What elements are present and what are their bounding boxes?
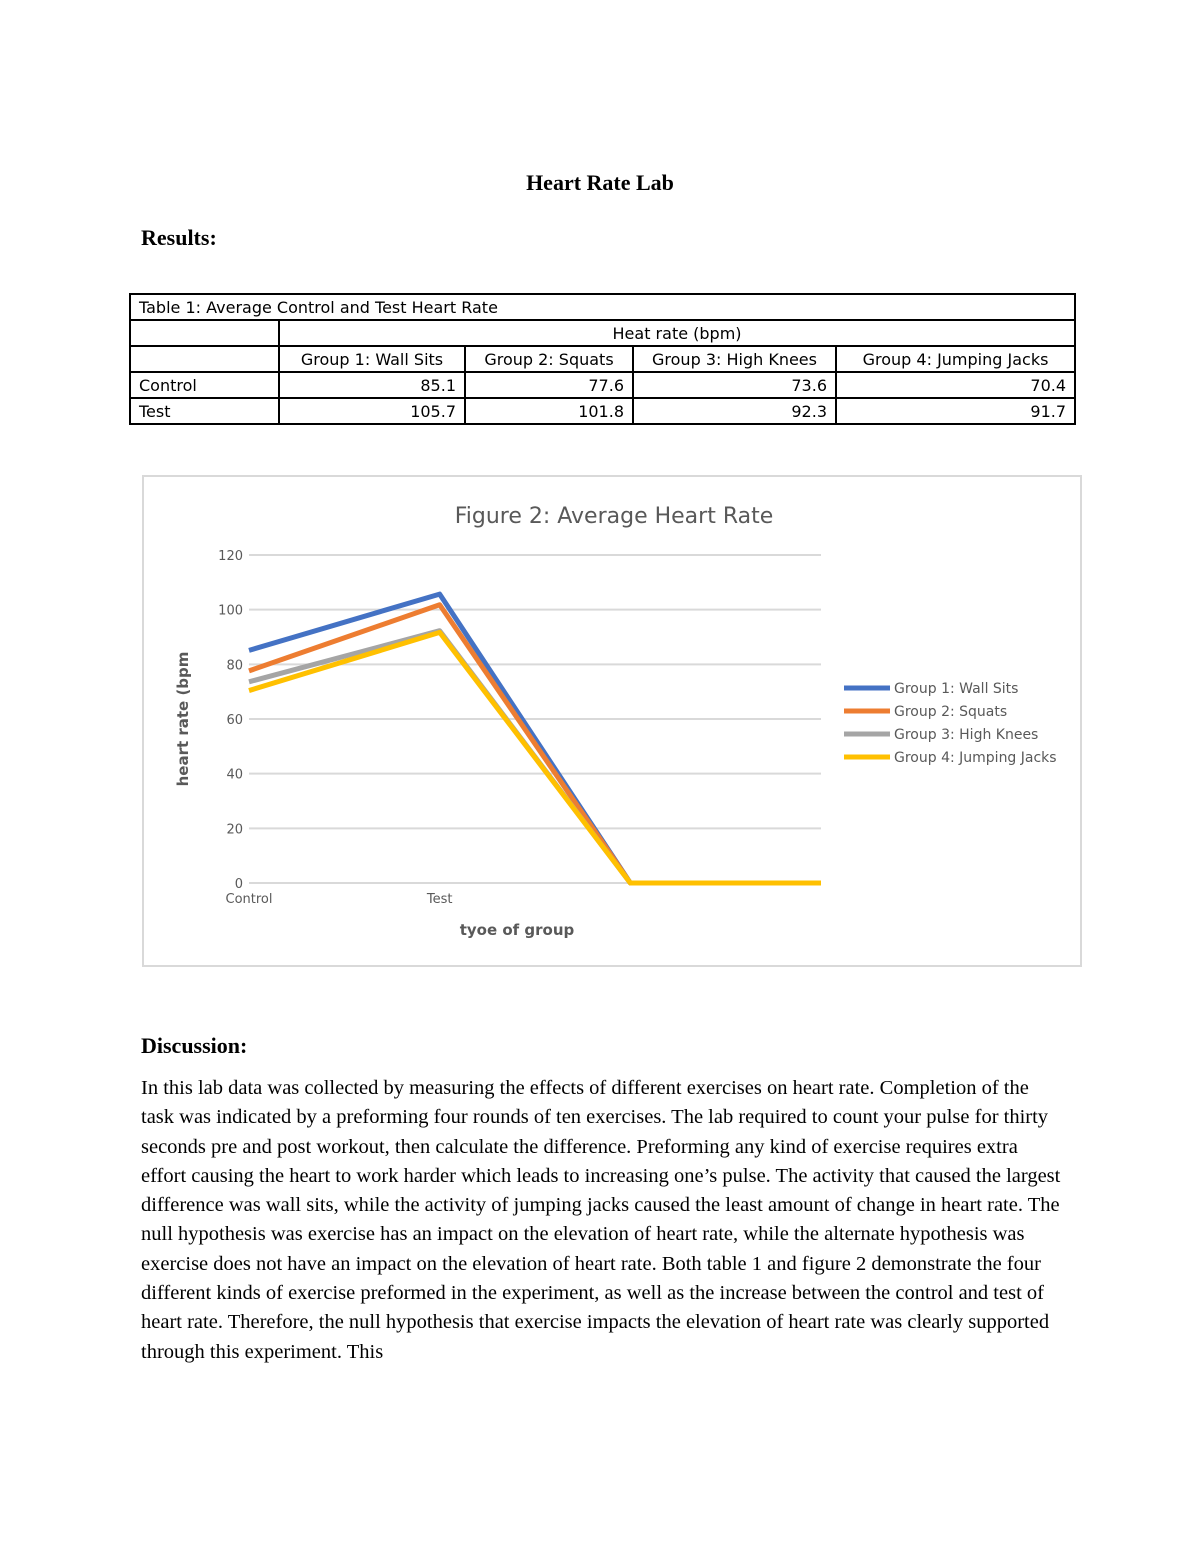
table-group-header-row <box>130 320 1075 346</box>
series-line <box>249 632 821 883</box>
legend-entry: Group 3: High Knees <box>894 727 1039 743</box>
table-cell: 91.7 <box>836 398 1075 424</box>
table-group-header: Heat rate (bpm) <box>279 320 1075 346</box>
row-label: Test <box>130 398 279 424</box>
series-line <box>249 605 821 883</box>
document-title: Heart Rate Lab <box>526 170 674 195</box>
table-cell: 70.4 <box>836 372 1075 398</box>
legend-entry: Group 2: Squats <box>894 704 1008 720</box>
y-tick-label: 80 <box>226 658 243 674</box>
y-axis-label: heart rate (bpm <box>174 651 192 787</box>
y-tick-label: 0 <box>234 877 243 892</box>
y-tick-label: 40 <box>226 767 243 783</box>
x-axis-label: tyoe of group <box>459 921 575 939</box>
x-tick-label: Control <box>225 892 273 907</box>
y-tick-label: 120 <box>218 549 243 564</box>
row-label: Control <box>130 372 279 398</box>
results-heading: Results: <box>141 225 217 250</box>
table-cell: 73.6 <box>633 372 836 398</box>
table-row <box>130 372 1075 398</box>
legend-entry: Group 1: Wall Sits <box>894 681 1019 697</box>
x-tick-label: Test <box>426 892 453 907</box>
legend-entry: Group 4: Jumping Jacks <box>894 750 1057 766</box>
y-tick-label: 20 <box>226 822 243 838</box>
heart-rate-table <box>129 293 1076 425</box>
chart-title: Figure 2: Average Heart Rate <box>454 504 774 529</box>
heart-rate-chart <box>142 475 1082 967</box>
column-header: Group 2: Squats <box>465 346 633 372</box>
column-header: Group 1: Wall Sits <box>279 346 465 372</box>
y-tick-label: 100 <box>218 603 243 619</box>
table-caption-row <box>130 294 1075 320</box>
table-cell: 77.6 <box>465 372 633 398</box>
series-line <box>249 594 821 883</box>
table-column-header-row <box>130 346 1075 372</box>
table-cell-empty <box>130 320 279 346</box>
table-cell-empty <box>130 346 279 372</box>
table-cell: 101.8 <box>465 398 633 424</box>
table-cell: 85.1 <box>279 372 465 398</box>
discussion-heading: Discussion: <box>141 1033 248 1058</box>
y-tick-label: 60 <box>226 713 243 728</box>
column-header: Group 4: Jumping Jacks <box>836 346 1075 372</box>
chart-canvas <box>144 477 1080 965</box>
discussion-paragraph: In this lab data was collected by measuring the effects of different exercises on heart rate. Completion of the task was indicated by a preforming four rounds of ten exercises. The lab required to count your pulse for thirty seconds pre and post workout, then calculate the difference. Preforming any kind of exercise requires extra effort causing the heart to work harder which leads to increasing one’s pulse. The activity that caused the largest difference was wall sits, while the activity of jumping jacks caused the least amount of change in heart rate. The null hypothesis was exercise has an impact on the elevation of heart rate, while the alternate hypothesis was exercise does not have an impact on the elevation of heart rate. Both table 1 and figure 2 demonstrate the four different kinds of exercise preformed in the experiment, as well as the increase between the control and test of heart rate. Therefore, the null hypothesis that exercise impacts the elevation of heart rate was clearly supported through this experiment. This <box>141 1077 1061 1363</box>
table-row <box>130 398 1075 424</box>
table-cell: 92.3 <box>633 398 836 424</box>
column-header: Group 3: High Knees <box>633 346 836 372</box>
table-cell: 105.7 <box>279 398 465 424</box>
table-caption: Table 1: Average Control and Test Heart Rate <box>130 294 1075 320</box>
